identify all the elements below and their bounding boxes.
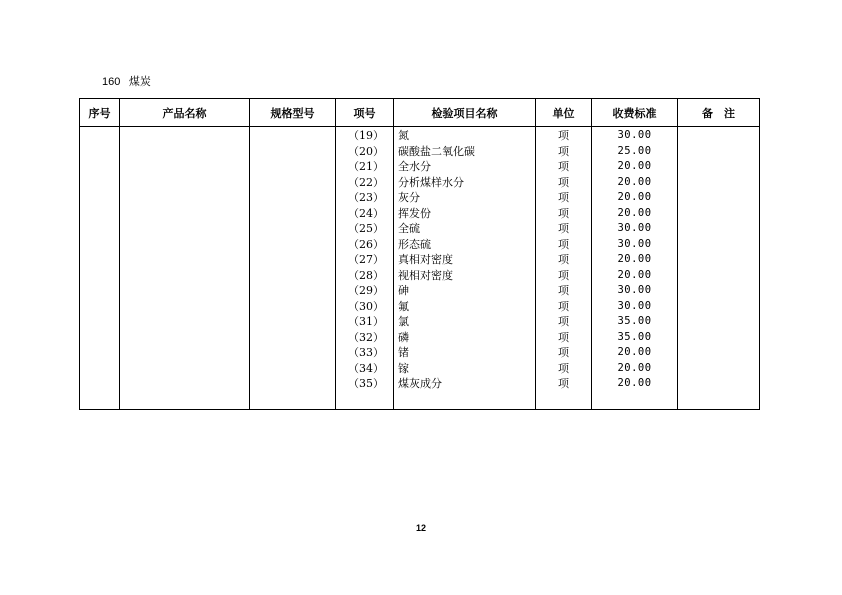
cell-fee: [592, 127, 678, 410]
table-row-unit: 项: [558, 237, 569, 251]
table-row-item-no: （25）: [348, 222, 384, 235]
table-row-fee: 35.00: [617, 330, 652, 343]
table-row-test-item: 锗: [398, 346, 409, 359]
table-row-test-item: 形态硫: [398, 237, 431, 251]
table-row-test-item: 砷: [398, 284, 409, 297]
table-row-unit: 项: [558, 191, 569, 204]
table-row-unit: 项: [558, 160, 569, 173]
fee-list: [592, 128, 677, 392]
table-row-item-no: （26）: [348, 237, 384, 251]
table-row-item-no: （24）: [348, 206, 384, 220]
table-row-unit: 项: [558, 144, 569, 158]
table-row-fee: 20.00: [617, 346, 652, 358]
table-row-unit: 项: [558, 346, 569, 359]
table-row-fee: 20.00: [617, 191, 652, 203]
table-row-unit: 项: [558, 175, 569, 189]
header-spec-model: 规格型号: [250, 99, 336, 127]
table-row-fee: 20.00: [617, 268, 652, 281]
table-row-unit: 项: [558, 129, 569, 142]
table-row-fee: 35.00: [617, 315, 652, 327]
header-unit: 单位: [536, 99, 592, 127]
header-test-item: 检验项目名称: [394, 99, 536, 127]
table-row-unit: 项: [558, 330, 569, 344]
table-row-item-no: （32）: [348, 330, 384, 344]
table-header-row: [80, 99, 760, 127]
header-fee: 收费标准: [592, 99, 678, 127]
table-row-test-item: 视相对密度: [398, 268, 453, 282]
table-row-item-no: （20）: [348, 144, 384, 158]
table-row-test-item: 真相对密度: [398, 253, 453, 266]
item-no-list: [336, 128, 393, 392]
table-row-item-no: （31）: [348, 315, 384, 328]
header-seq: 序号: [80, 99, 120, 127]
table-row-fee: 20.00: [617, 253, 652, 265]
table-row-unit: 项: [558, 253, 569, 266]
table-row-item-no: （27）: [348, 253, 384, 266]
section-number: 160: [102, 76, 121, 88]
table-row-unit: 项: [558, 377, 569, 390]
table-row-unit: 项: [558, 284, 569, 297]
header-product-name: 产品名称: [120, 99, 250, 127]
cell-spec-model: [250, 127, 336, 410]
table-row-unit: 项: [558, 268, 569, 282]
table-body-row: [80, 127, 760, 410]
table-row-unit: 项: [558, 222, 569, 235]
table-row-fee: 25.00: [617, 144, 652, 157]
table-row-unit: 项: [558, 206, 569, 220]
test-item-list: [394, 128, 535, 392]
cell-item-no: [336, 127, 394, 410]
table-row-unit: 项: [558, 315, 569, 328]
cell-remark: [678, 127, 760, 410]
table-row-unit: 项: [558, 299, 569, 313]
unit-list: [536, 128, 591, 392]
table-row-item-no: （29）: [348, 284, 384, 297]
table-row-test-item: 磷: [398, 330, 409, 344]
table-row-test-item: 氯: [398, 315, 409, 328]
fee-table: [79, 98, 760, 410]
section-name: 煤炭: [128, 75, 151, 88]
table-row-item-no: （23）: [348, 191, 384, 204]
table-row-test-item: 氟: [398, 299, 409, 313]
table-row-fee: 20.00: [617, 206, 652, 219]
table-row-test-item: 煤灰成分: [398, 377, 442, 390]
table-row-test-item: 碳酸盐二氧化碳: [398, 144, 475, 158]
table-row-test-item: 挥发份: [398, 206, 431, 220]
cell-seq: [80, 127, 120, 410]
section-title: [102, 73, 151, 89]
page-number: 12: [415, 523, 426, 533]
table-row-fee: 20.00: [617, 377, 652, 389]
cell-product-name: [120, 127, 250, 410]
cell-test-item: [394, 127, 536, 410]
table-row-test-item: 氮: [398, 129, 409, 142]
table-row-fee: 30.00: [617, 222, 652, 234]
header-item-no: 项号: [336, 99, 394, 127]
table-row-item-no: （33）: [348, 346, 384, 359]
table-row-unit: 项: [558, 361, 569, 375]
table-row-item-no: （21）: [348, 160, 384, 173]
table-row-test-item: 镓: [398, 361, 409, 375]
table-row-item-no: （28）: [348, 268, 384, 282]
table-row-item-no: （34）: [348, 361, 384, 375]
table-row-test-item: 全硫: [398, 222, 420, 235]
table-row-item-no: （35）: [348, 377, 384, 390]
table-row-item-no: （30）: [348, 299, 384, 313]
table-row-fee: 30.00: [617, 284, 652, 296]
table-row-fee: 20.00: [617, 160, 652, 172]
table-row-fee: 30.00: [617, 237, 652, 250]
header-remark: 备 注: [678, 99, 760, 127]
cell-unit: [536, 127, 592, 410]
table-row-test-item: 全水分: [398, 160, 431, 173]
table-row-test-item: 灰分: [398, 191, 420, 204]
table-row-fee: 20.00: [617, 175, 652, 188]
table-row-fee: 30.00: [617, 299, 652, 312]
table-row-fee: 30.00: [617, 129, 652, 141]
table-row-item-no: （22）: [348, 175, 384, 189]
table-row-test-item: 分析煤样水分: [398, 175, 464, 189]
table-row-fee: 20.00: [617, 361, 652, 374]
table-row-item-no: （19）: [348, 129, 384, 142]
